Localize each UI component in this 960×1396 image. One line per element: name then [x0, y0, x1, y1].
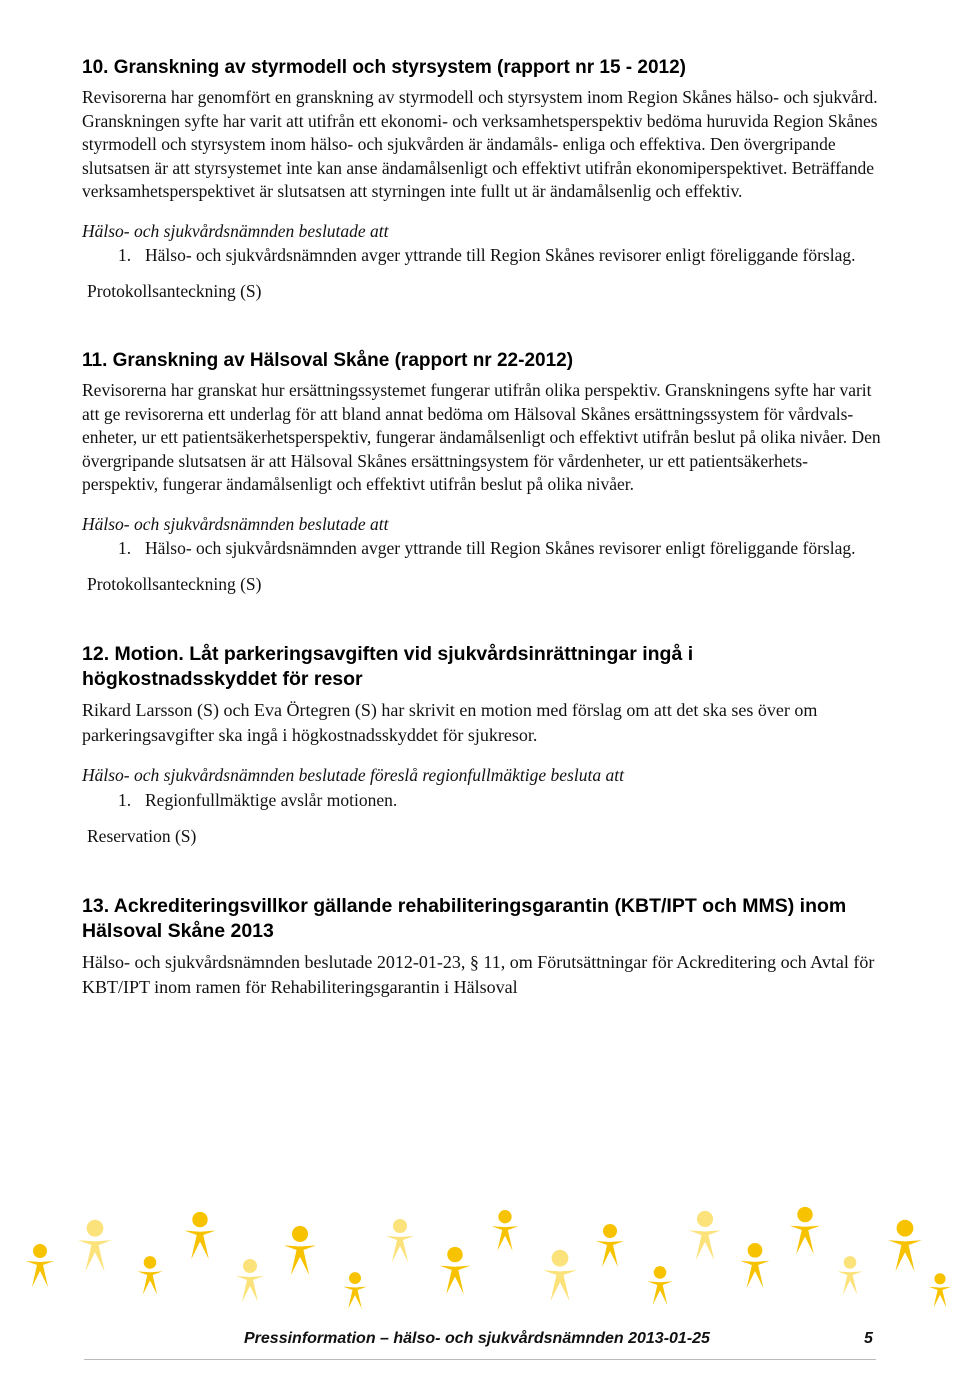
section-body: Revisorerna har granskat hur ersättningssystemet fungerar utifrån olika perspektiv. Granskningens syfte har varit att ge revisorerna ett underlag för att bland annat bedöma om Hälsoval Skånes ersättningssystem för vårdvals-enheter, ur ett patientsäkerhetsperspektiv, fungerar ändamålsenligt och effektivt utifrån beslut på olika nivåer. Den övergripande slutsatsen är att Hälsoval Skånes ersättningsystem för vårdenheter, ur ett patientsäkerhets- perspektiv, fungerar ändamålsenligt och effektivt utifrån beslut på olika nivåer. — [82, 380, 881, 494]
figure-shape — [78, 1220, 112, 1272]
section-heading: 12. Motion. Låt parkeringsavgiften vid sjukvårdsinrättningar ingå i högkostnadsskyddet för resor — [82, 643, 694, 690]
page-content — [82, 56, 882, 1046]
figure-shape — [26, 1244, 54, 1287]
decision-label: Hälso- och sjukvårdsnämnden beslutade att — [82, 220, 389, 241]
section-11 — [82, 349, 882, 596]
figure-shape — [440, 1247, 471, 1294]
section-13 — [82, 894, 882, 1000]
item-text: Hälso- och sjukvårdsnämnden avger yttrande till Region Skånes revisorer enligt föreliggande förslag. — [145, 538, 856, 558]
item-number: 1. — [118, 538, 132, 558]
section-body: Revisorerna har genomfört en granskning av styrmodell och styrsystem inom Region Skånes hälso- och sjukvård. Granskningen syfte har varit att utifrån ett ekonomi- och verksamhetsperspektiv bedöma huruvida Region Skånes styrmodell och styrsystem inom hälso- och sjukvården är ändamåls- enliga och effektiva. Den övergripande slutsatsen är att styrsystemet inte kan anse ändamålsenligt och effektivt utifrån ekonomiperspektivet. Beträffande verksamhetsperspektivet är slutsatsen att styrningen inte fullt ut är ändamålsenlig och effektiv. — [82, 87, 878, 201]
item-number: 1. — [118, 245, 132, 265]
decision-item — [82, 536, 882, 560]
section-12 — [82, 642, 882, 848]
figure-shape — [888, 1220, 922, 1272]
decision-item — [82, 788, 882, 812]
figure-shape — [740, 1243, 769, 1288]
figure-shape — [596, 1224, 624, 1267]
figure-shape — [386, 1219, 414, 1262]
protocol-note: Protokollsanteckning (S) — [87, 574, 262, 594]
figure-shape — [689, 1211, 721, 1260]
protocol-note: Protokollsanteckning (S) — [87, 281, 262, 301]
figure-shape — [343, 1272, 367, 1309]
figure-shape — [790, 1207, 821, 1254]
figure-shape — [492, 1210, 519, 1251]
figure-shape — [185, 1212, 216, 1259]
figure-shape — [284, 1226, 316, 1275]
section-10 — [82, 56, 882, 303]
section-heading: 13. Ackrediteringsvillkor gällande rehabiliteringsgarantin (KBT/IPT och MMS) inom Hälsoval Skåne 2013 — [82, 894, 847, 942]
figure-shape — [236, 1259, 264, 1302]
decision-list — [82, 788, 882, 812]
section-heading: 11. Granskning av Hälsoval Skåne (rapport nr 22-2012) — [82, 350, 574, 371]
decision-item — [82, 243, 882, 267]
figure-shape — [837, 1256, 862, 1295]
page-number: 5 — [864, 1330, 873, 1347]
figure-shape — [929, 1273, 951, 1307]
decision-list — [82, 243, 882, 267]
item-text: Hälso- och sjukvårdsnämnden avger yttrande till Region Skånes revisorer enligt föreliggande förslag. — [145, 245, 856, 265]
section-body: Rikard Larsson (S) och Eva Örtegren (S) har skrivit en motion med förslag om att det ska ses över om parkeringsavgifter ska ingå i högkostnadsskyddet för sjukresor. — [82, 700, 818, 745]
decision-list — [82, 536, 882, 560]
item-number: 1. — [118, 789, 132, 810]
section-heading: 10. Granskning av styrmodell och styrsystem (rapport nr 15 - 2012) — [82, 57, 687, 78]
decision-label: Hälso- och sjukvårdsnämnden beslutade att — [82, 513, 389, 534]
footer-text: Pressinformation – hälso- och sjukvårdsnämnden 2013-01-25 — [244, 1330, 710, 1347]
section-body: Hälso- och sjukvårdsnämnden beslutade 2012-01-23, § 11, om Förutsättningar för Ackreditering och Avtal för KBT/IPT inom ramen för Rehabiliteringsgarantin i Hälsoval — [82, 951, 875, 997]
footer-divider — [84, 1359, 876, 1360]
figure-shape — [137, 1256, 162, 1295]
reservation-note: Reservation (S) — [87, 825, 197, 846]
item-text: Regionfullmäktige avslår motionen. — [145, 789, 398, 810]
footer-figures-decoration — [0, 1205, 960, 1333]
figure-shape — [543, 1250, 577, 1302]
decision-label: Hälso- och sjukvårdsnämnden beslutade föreslå regionfullmäktige besluta att — [82, 765, 624, 785]
figure-shape — [647, 1266, 672, 1305]
